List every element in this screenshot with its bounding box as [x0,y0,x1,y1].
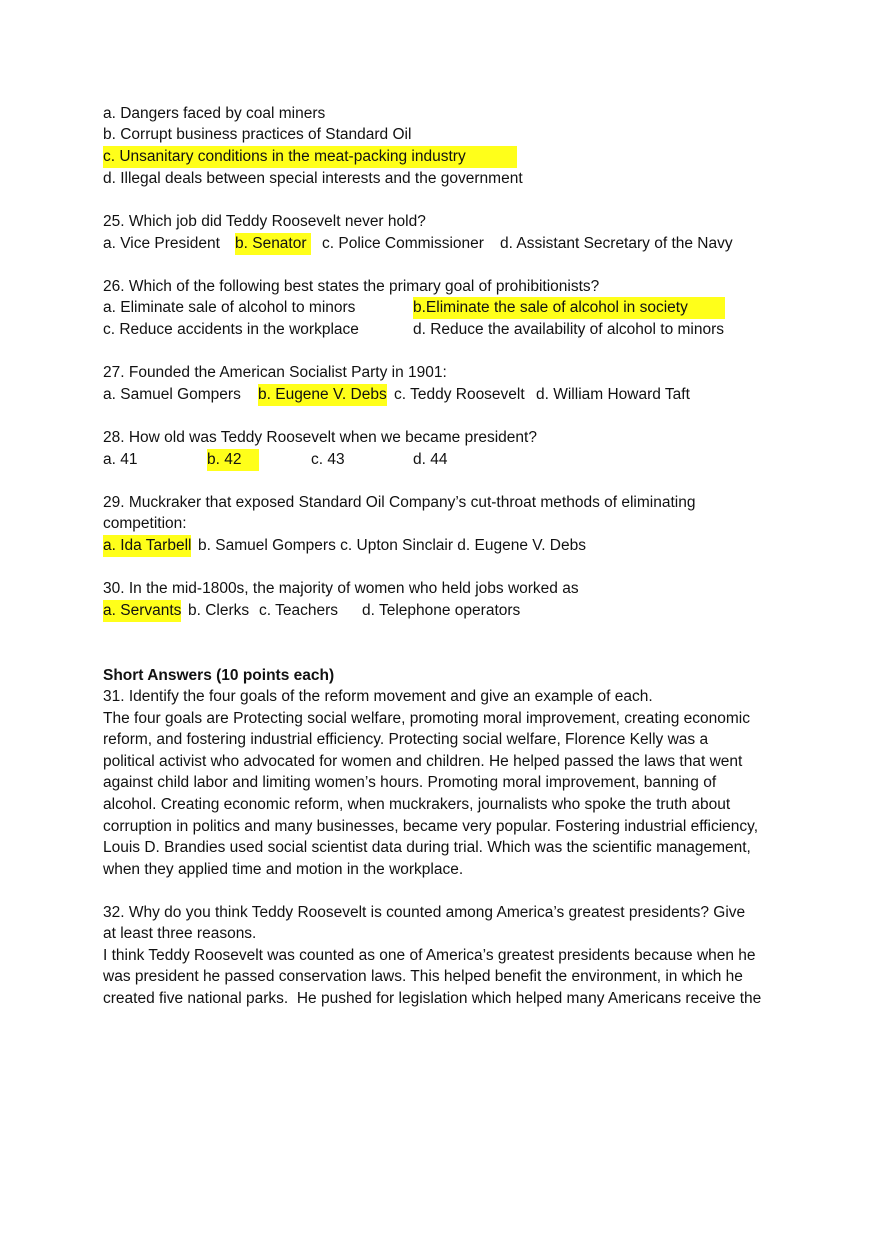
q24-option-d: d. Illegal deals between special interests and the government [103,170,523,187]
q30-option-a-highlighted: a. Servants [103,600,181,622]
q27-option-b-highlighted: b. Eugene V. Debs [258,384,387,406]
q29-option-a-highlighted: a. Ida Tarbell [103,535,191,557]
q26-option-b-highlighted [413,297,725,319]
q32-answer-line: was president he passed conservation laws. This helped benefit the environment, in which he [103,968,743,985]
q28-option-b-highlighted [207,449,259,471]
q30-option-d: d. Telephone operators [362,602,521,619]
q27-question: 27. Founded the American Socialist Party in 1901: [103,364,447,381]
q25-question: 25. Which job did Teddy Roosevelt never hold? [103,213,426,230]
q29-other-options: b. Samuel Gompers c. Upton Sinclair d. Eugene V. Debs [198,537,586,554]
q32-question-line: 32. Why do you think Teddy Roosevelt is counted among America’s greatest presidents? Give [103,904,746,921]
q27-option-a: a. Samuel Gompers [103,386,241,403]
q25-option-d: d. Assistant Secretary of the Navy [500,235,733,252]
q27-option-d: d. William Howard Taft [536,386,690,403]
q31-answer-line: reform, and fostering industrial efficiency. Protecting social welfare, Florence Kelly was a [103,731,709,748]
q32-answer-line: created five national parks. He pushed for legislation which helped many Americans receive the [103,990,762,1007]
q32-answer-line: I think Teddy Roosevelt was counted as one of America’s greatest presidents because when he [103,947,756,964]
q28-option-d: d. 44 [413,451,448,468]
q30-question: 30. In the mid-1800s, the majority of women who held jobs worked as [103,580,579,597]
q31-question: 31. Identify the four goals of the reform movement and give an example of each. [103,688,653,705]
q28-option-c: c. 43 [311,451,345,468]
q24-answer-highlight: c. Unsanitary conditions in the meat-packing industry [103,146,517,168]
q31-answer-line: corruption in politics and many businesses, became very popular. Fostering industrial efficiency, [103,818,759,835]
short-answers-heading: Short Answers (10 points each) [103,667,335,684]
q30-option-c: c. Teachers [259,602,338,619]
q30-option-b: b. Clerks [188,602,250,619]
q31-answer-line: The four goals are Protecting social welfare, promoting moral improvement, creating economic [103,710,750,727]
q26-option-a: a. Eliminate sale of alcohol to minors [103,299,356,316]
q29-question-line2: competition: [103,515,187,532]
q28-option-a: a. 41 [103,451,138,468]
q32-question-line: at least three reasons. [103,925,257,942]
q26-question: 26. Which of the following best states the primary goal of prohibitionists? [103,278,600,295]
q29-question-line1: 29. Muckraker that exposed Standard Oil Company’s cut-throat methods of eliminating [103,494,696,511]
q25-option-a: a. Vice President [103,235,220,252]
q24-option-b: b. Corrupt business practices of Standard Oil [103,126,412,143]
q26-option-d: d. Reduce the availability of alcohol to minors [413,321,725,338]
q24-option-a: a. Dangers faced by coal miners [103,105,326,122]
q28-question: 28. How old was Teddy Roosevelt when we became president? [103,429,537,446]
q31-answer-line: against child labor and limiting women’s hours. Promoting moral improvement, banning of [103,774,717,791]
q25-option-c: c. Police Commissioner [322,235,484,252]
q26-answer-highlight: b.Eliminate the sale of alcohol in society [413,297,725,319]
q25-option-b-highlighted: b. Senator [235,233,311,255]
q31-answer-line: political activist who advocated for women and children. He helped passed the laws that went [103,753,743,770]
q31-answer-line: alcohol. Creating economic reform, when muckrakers, journalists who spoke the truth about [103,796,731,813]
q28-answer-highlight: b. 42 [207,449,259,471]
q27-option-c: c. Teddy Roosevelt [394,386,525,403]
q24-option-c-highlighted [103,146,517,168]
q31-answer-line: Louis D. Brandies used social scientist data during trial. Which was the scientific management, [103,839,751,856]
q31-answer-line: when they applied time and motion in the workplace. [103,861,464,878]
q26-option-c: c. Reduce accidents in the workplace [103,321,359,338]
